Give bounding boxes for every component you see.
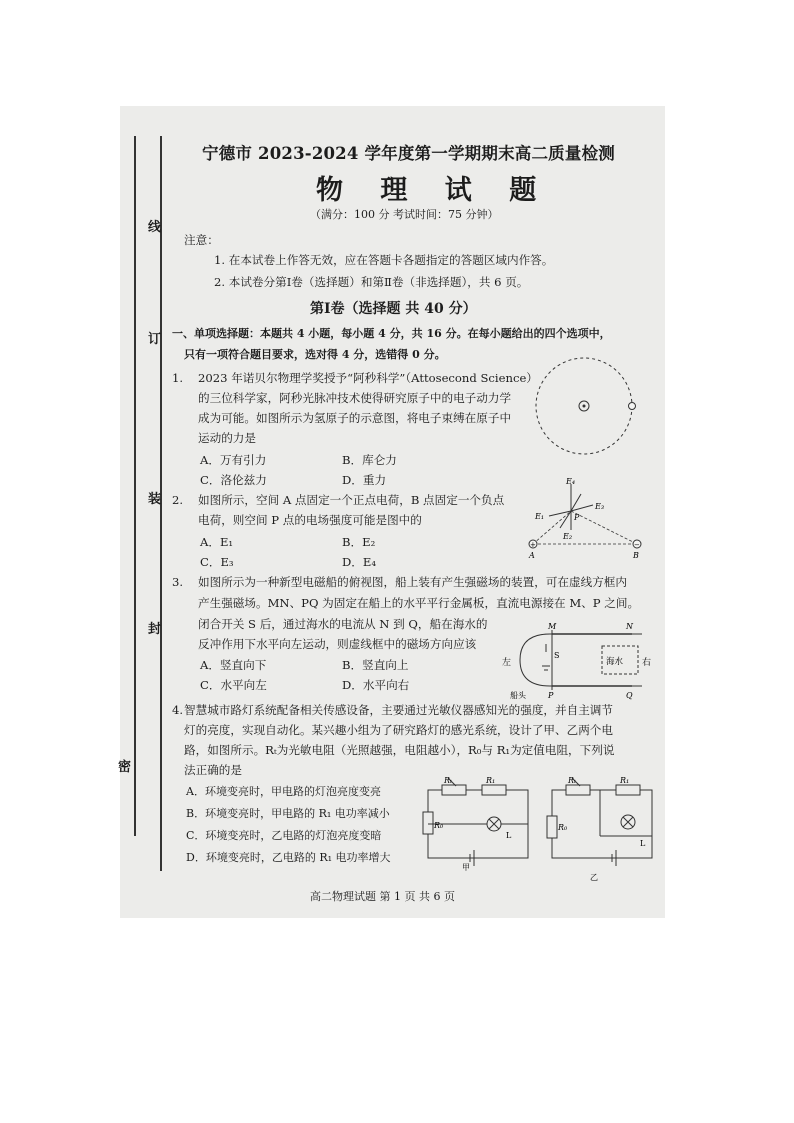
hydrogen-atom-figure [530, 354, 640, 464]
binding-char-xian: 线 [148, 220, 162, 235]
q2-option-b: B．E₂ [342, 535, 376, 549]
q1-line2: 的三位科学家，阿秒光脉冲技术使得研究原子中的电子动力学 [198, 391, 512, 405]
label-l-jia: L [506, 831, 512, 840]
q3-line2: 产生强磁场。MN、PQ 为固定在船上的水平平行金属板，直流电源接在 M、P 之间。 [198, 596, 640, 610]
resistor-rt-yi [566, 785, 590, 795]
q4-line3: 路，如图所示。Rₜ为光敏电阻（光照越强，电阻越小），R₀与 R₁为定值电阻，下列说 [184, 743, 615, 757]
q4-option-d: D．环境变亮时，乙电路的 R₁ 电功率增大 [186, 851, 391, 864]
label-r0-yi: R₀ [558, 823, 568, 832]
q3-line1: 如图所示为一种新型电磁船的俯视图，船上装有产生强磁场的装置，可在虚线方框内 [198, 575, 627, 589]
q1-option-b: B．库仑力 [342, 453, 397, 467]
q4-line1: 智慧城市路灯系统配备相关传感设备，主要通过光敏仪器感知光的强度，并自主调节 [184, 703, 613, 717]
nucleus-core [583, 405, 586, 408]
point-charge-figure [525, 474, 645, 560]
q1-line1: 2023 年诺贝尔物理学奖授予“阿秒科学”（Attosecond Science） [198, 371, 538, 385]
part1-title: 第Ⅰ卷（选择题 共 40 分） [310, 301, 477, 317]
q3-option-b: B．竖直向上 [342, 658, 409, 672]
label-a: A [529, 551, 535, 560]
notice-item-1: 1. 在本试卷上作答无效，应在答题卡各题指定的答题区域内作答。 [214, 253, 554, 267]
circuit-jia-figure [420, 774, 540, 870]
q1-number: 1. [172, 371, 184, 385]
label-m: M [548, 622, 557, 631]
subject-title: 物 理 试 题 [316, 175, 551, 206]
label-e3: E₃ [595, 502, 605, 511]
q4-option-b: B．环境变亮时，甲电路的 R₁ 电功率减小 [186, 807, 390, 820]
section1-line1: 一、单项选择题：本题共 4 小题，每小题 4 分，共 16 分。在每小题给出的四个选项中， [172, 327, 611, 340]
circuit-yi-figure [544, 774, 664, 882]
q2-number: 2. [172, 493, 184, 507]
label-r1-jia: R₁ [486, 776, 496, 785]
label-bow: 船头 [510, 691, 526, 700]
svg-text:+: + [530, 541, 536, 549]
q2-option-c: C．E₃ [200, 555, 234, 569]
resistor-r0-jia [423, 812, 433, 834]
q4-line2: 灯的亮度，实现自动化。某兴趣小组为了研究路灯的感光系统，设计了甲、乙两个电 [184, 723, 613, 737]
section1-line2: 只有一项符合题目要求，选对得 4 分，选错得 0 分。 [184, 348, 446, 361]
exam-info: （满分：100 分 考试时间：75 分钟） [310, 208, 499, 221]
q1-option-c: C．洛伦兹力 [200, 473, 267, 487]
resistor-rt-jia [442, 785, 466, 795]
q3-option-a: A．竖直向下 [200, 658, 267, 672]
q2-line2: 电荷，则空间 P 点的电场强度可能是图中的 [198, 513, 422, 527]
page-footer: 高二物理试题 第 1 页 共 6 页 [310, 890, 455, 903]
electromagnetic-ship-figure [502, 620, 652, 700]
svg-text:−: − [634, 541, 640, 549]
q1-option-d: D．重力 [342, 473, 387, 487]
label-q: Q [626, 691, 633, 700]
q4-line4: 法正确的是 [184, 763, 242, 777]
notice-item-2: 2. 本试卷分第Ⅰ卷（选择题）和第Ⅱ卷（非选择题），共 6 页。 [214, 275, 529, 289]
label-left: 左 [502, 658, 512, 668]
q1-line4: 运动的力是 [198, 431, 256, 445]
label-rt-yi: Rₜ [568, 776, 576, 785]
label-r0-jia: R₀ [434, 821, 444, 830]
label-jia: 甲 [462, 863, 470, 872]
label-e2: E₂ [563, 532, 573, 541]
q3-line3: 闭合开关 S 后，通过海水的电流从 N 到 Q，船在海水的 [198, 617, 488, 631]
q4-option-a: A．环境变亮时，甲电路的灯泡亮度变亮 [186, 785, 381, 798]
electron [629, 403, 636, 410]
label-p: P [574, 513, 580, 522]
exam-page-photo [120, 106, 665, 918]
label-s: S [554, 651, 560, 660]
label-b: B [633, 551, 639, 560]
q4-number: 4. [172, 703, 184, 717]
q2-option-d: D．E₄ [342, 555, 377, 569]
label-r1-yi: R₁ [620, 776, 630, 785]
q3-line4: 反冲作用下水平向左运动，则虚线框中的磁场方向应该 [198, 637, 477, 651]
label-e1: E₁ [535, 512, 545, 521]
label-l-yi: L [640, 839, 646, 848]
q1-option-a: A．万有引力 [200, 453, 267, 467]
binding-char-ding: 订 [148, 332, 162, 347]
q4-option-c: C．环境变亮时，乙电路的灯泡亮度变暗 [186, 829, 382, 842]
q2-line1: 如图所示，空间 A 点固定一个正点电荷，B 点固定一个负点 [198, 493, 505, 507]
resistor-r0-yi [547, 816, 557, 838]
q1-line3: 成为可能。如图所示为氢原子的示意图，将电子束缚在原子中 [198, 411, 512, 425]
resistor-r1-yi [616, 785, 640, 795]
q3-option-d: D．水平向右 [342, 678, 410, 692]
binding-char-feng: 封 [148, 622, 162, 637]
binding-char-zhuang: 装 [148, 492, 162, 507]
q3-option-c: C．水平向左 [200, 678, 267, 692]
binding-char-mi: 密 [118, 760, 132, 775]
resistor-r1-jia [482, 785, 506, 795]
q2-option-a: A．E₁ [200, 535, 234, 549]
label-right: 右 [642, 658, 652, 668]
exam-title: 宁德市 2023-2024 学年度第一学期期末高二质量检测 [202, 144, 615, 163]
label-p3: P [548, 691, 554, 700]
label-e4: E₄ [566, 477, 576, 486]
binding-line-outer [134, 136, 136, 836]
q3-number: 3. [172, 575, 184, 589]
label-n: N [626, 622, 633, 631]
notice-label: 注意： [184, 233, 219, 247]
label-yi: 乙 [590, 873, 598, 882]
label-sea: 海水 [606, 657, 624, 667]
label-rt-jia: Rₜ [444, 776, 452, 785]
